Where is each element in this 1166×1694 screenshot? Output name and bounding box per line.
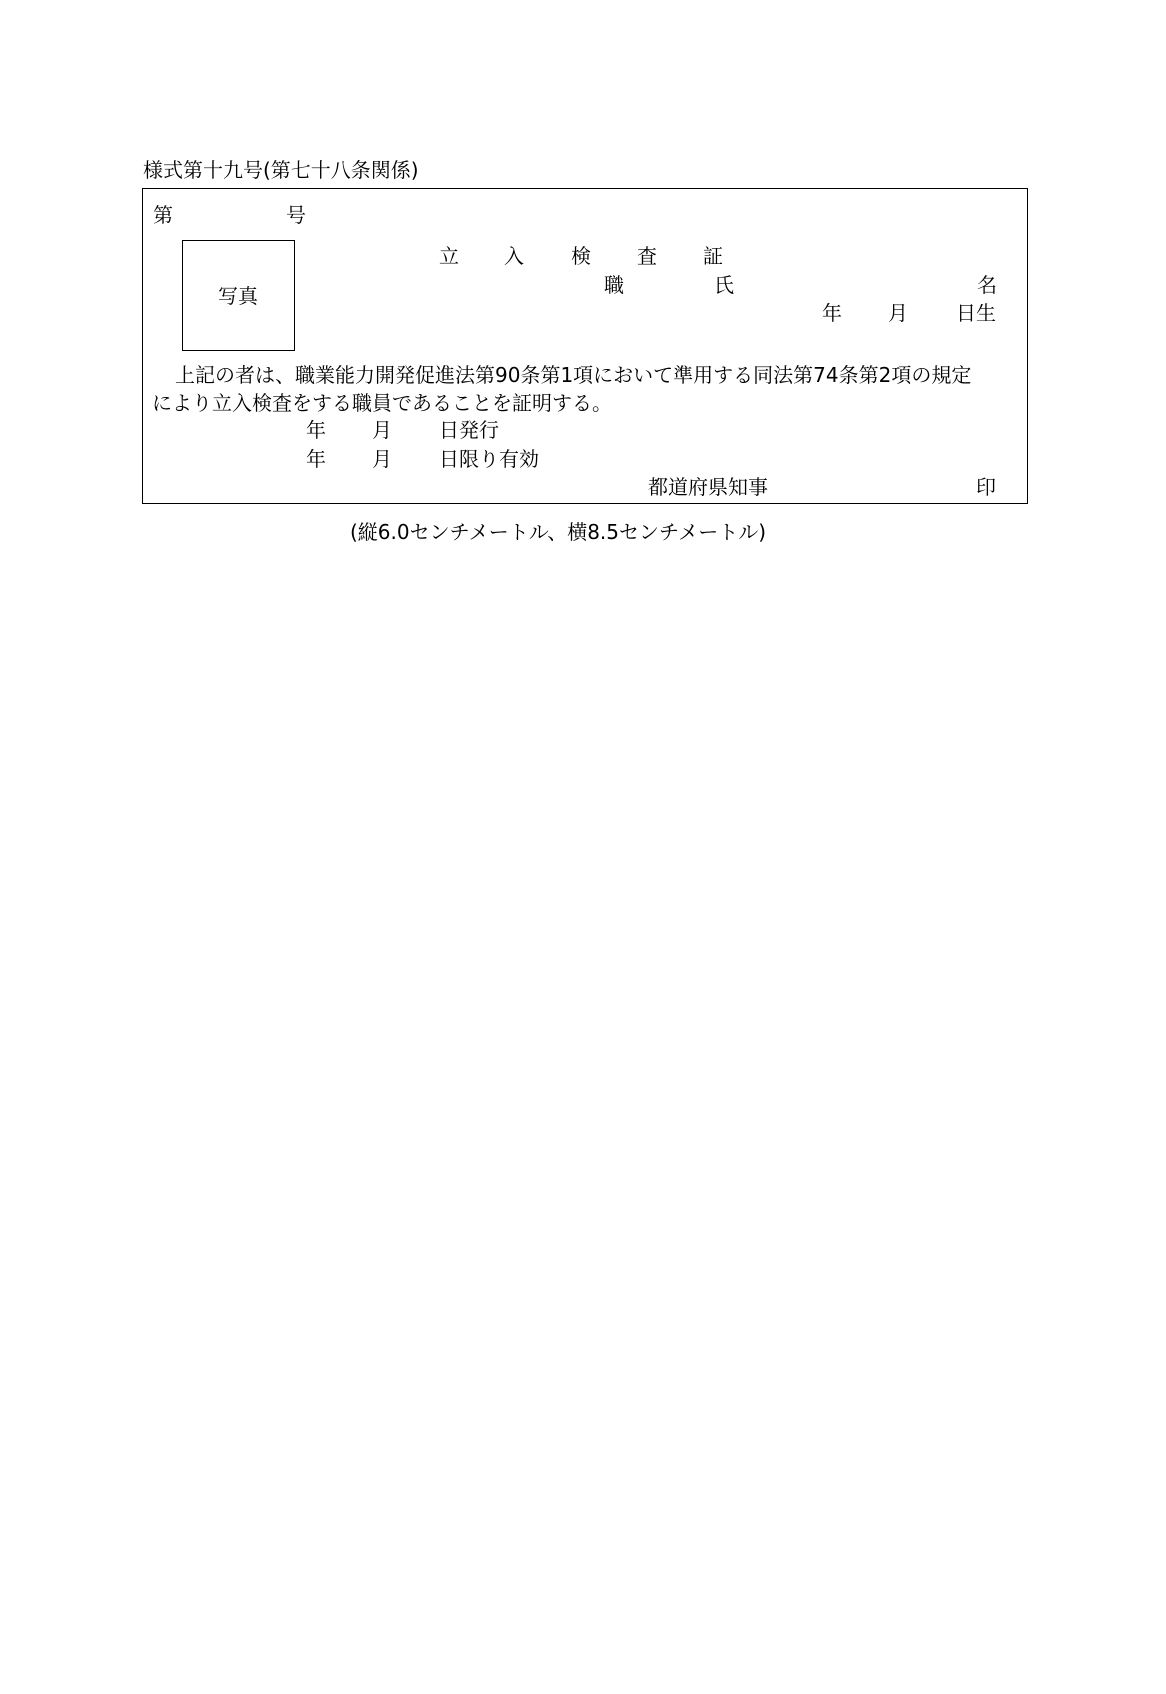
body-text-line-1: 上記の者は、職業能力開発促進法第90条第1項において準用する同法第74条第2項の規定 bbox=[175, 363, 972, 387]
title-char: 立 bbox=[439, 244, 459, 268]
card-number-suffix: 号 bbox=[286, 203, 306, 227]
title-char: 検 bbox=[571, 244, 591, 268]
title-char: 証 bbox=[703, 244, 723, 268]
photo-label: 写真 bbox=[218, 284, 258, 308]
birth-month-label: 月 bbox=[888, 301, 908, 325]
birth-year-label: 年 bbox=[822, 301, 842, 325]
issue-day-label: 日発行 bbox=[439, 418, 499, 442]
job-label: 職 bbox=[604, 273, 624, 297]
valid-year-label: 年 bbox=[306, 447, 326, 471]
body-text-line-2: により立入検査をする職員であることを証明する。 bbox=[152, 391, 612, 415]
issuer-label: 都道府県知事 bbox=[648, 475, 768, 499]
valid-day-label: 日限り有効 bbox=[439, 447, 539, 471]
name-label-second: 名 bbox=[977, 273, 997, 297]
form-caption: 様式第十九号(第七十八条関係) bbox=[143, 158, 419, 182]
title-char: 入 bbox=[504, 244, 524, 268]
birth-day-label: 日生 bbox=[956, 301, 996, 325]
issue-year-label: 年 bbox=[306, 418, 326, 442]
name-label-first: 氏 bbox=[714, 273, 734, 297]
card-number-prefix: 第 bbox=[153, 203, 173, 227]
issue-month-label: 月 bbox=[372, 418, 392, 442]
title-char: 査 bbox=[637, 244, 657, 268]
size-note: (縦6.0センチメートル、横8.5センチメートル) bbox=[350, 520, 767, 544]
seal-label: 印 bbox=[976, 475, 996, 499]
valid-month-label: 月 bbox=[372, 447, 392, 471]
